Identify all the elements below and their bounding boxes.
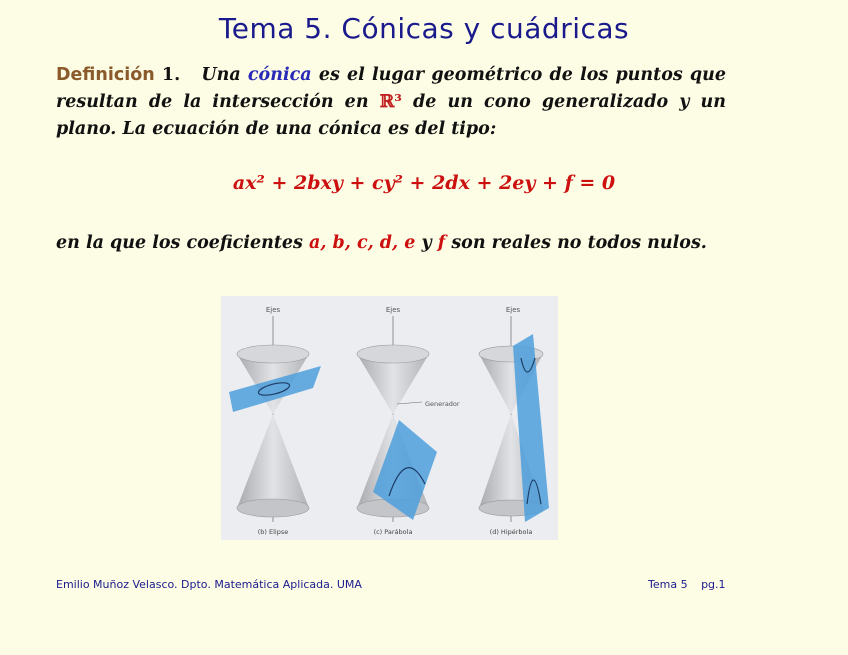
definition-text-1: Una: [201, 65, 241, 85]
conic-sections-illustration: [221, 296, 558, 540]
upper-rim: [237, 345, 309, 363]
after-text-1: en la que los coeficientes: [56, 233, 303, 253]
panel-hyperbola: [479, 316, 549, 522]
footer-page-number: pg.1: [701, 578, 726, 591]
after-and: y: [421, 233, 432, 253]
conic-sections-figure: [221, 296, 558, 540]
footer-page-info: [648, 578, 726, 591]
upper-rim: [357, 345, 429, 363]
footer-topic: Tema 5: [648, 578, 688, 591]
definition-term: cónica: [247, 65, 312, 85]
axis-label: Ejes: [265, 306, 281, 314]
after-text-2: son reales no todos nulos.: [451, 233, 707, 253]
coefficients-list: a, b, c, d, e: [309, 233, 416, 253]
caption-parabola: (c) Parábola: [373, 528, 413, 536]
axis-label: Ejes: [505, 306, 521, 314]
generator-label: Generador: [425, 400, 460, 408]
space-symbol: ℝ³: [379, 92, 402, 112]
lower-nappe: [237, 414, 309, 508]
coefficients-paragraph: [56, 230, 726, 257]
panel-ellipse: [229, 316, 321, 522]
definition-label: Definición: [56, 65, 155, 85]
conic-equation: ax² + 2bxy + cy² + 2dx + 2ey + f = 0: [232, 172, 616, 194]
footer-author: Emilio Muñoz Velasco. Dpto. Matemática Aplicada. UMA: [56, 578, 362, 591]
caption-hyperbola: (d) Hipérbola: [489, 528, 533, 536]
axis-label: Ejes: [385, 306, 401, 314]
definition-text-3: de un cono generalizado y un plano. La ecuación de una cónica es del tipo:: [56, 92, 727, 139]
definition-text-2: es el lugar geométrico de los puntos que resultan de la intersección en: [56, 65, 727, 112]
panel-parabola: [357, 316, 437, 522]
coefficient-f: f: [437, 233, 446, 253]
page-title: Tema 5. Cónicas y cuádricas: [218, 12, 630, 45]
definition-number: 1.: [161, 65, 181, 85]
definition-paragraph: [56, 62, 726, 143]
lower-rim: [237, 499, 309, 517]
caption-ellipse: (b) Elipse: [257, 528, 289, 536]
generator-pointer: [397, 402, 422, 404]
